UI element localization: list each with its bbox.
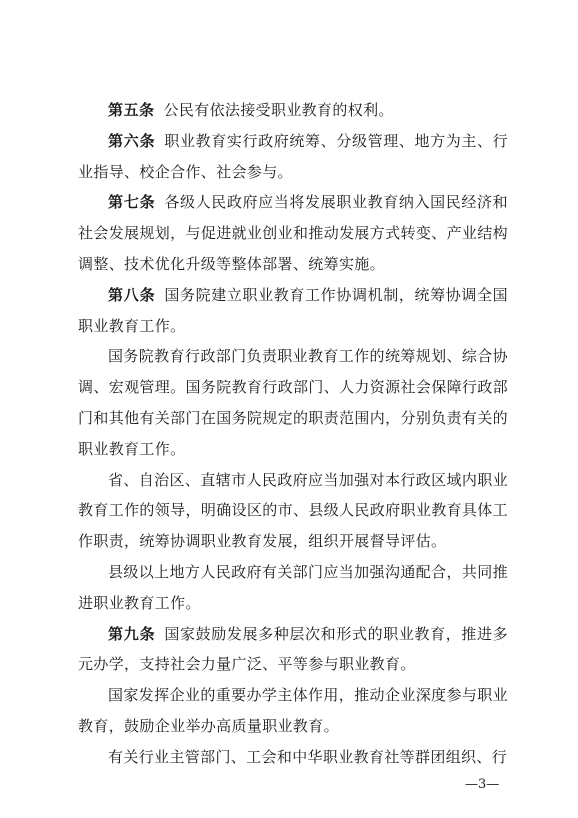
paragraph-text: 有关行业主管部门、工会和中华职业教育社等群团组织、行 [108,747,508,766]
article-label: 第六条 [108,131,156,150]
document-body [78,95,508,773]
page-number: —3— [465,777,500,792]
paragraph-article-8 [78,280,508,342]
paragraph-article-9-clause-2 [78,680,508,742]
paragraph-article-8-clause-2 [78,341,508,464]
paragraph-article-9-clause-3 [78,742,508,773]
paragraph-article-5 [78,95,508,126]
article-label: 第五条 [108,101,155,119]
paragraph-text: 省、自治区、直辖市人民政府应当加强对本行政区域内职业教育工作的领导，明确设区的市、县级人民政府职业教育具体工作职责，统筹协调职业教育发展，组织开展督导评估。 [78,470,508,551]
paragraph-text: 公民有依法接受职业教育的权利。 [163,101,394,119]
paragraph-text: 国家鼓励发展多种层次和形式的职业教育，推进多元办学，支持社会力量广泛、平等参与职业教育。 [78,624,508,674]
paragraph-article-8-clause-4 [78,557,508,619]
paragraph-article-8-clause-3 [78,465,508,557]
paragraph-text: 国家发挥企业的重要办学主体作用，推动企业深度参与职业教育，鼓励企业举办高质量职业教育。 [78,686,508,735]
paragraph-text: 职业教育实行政府统筹、分级管理、地方为主、行业指导、校企合作、社会参与。 [78,131,508,181]
paragraph-article-9 [78,619,508,681]
paragraph-text: 县级以上地方人民政府有关部门应当加强沟通配合，共同推进职业教育工作。 [78,562,508,612]
paragraph-text: 各级人民政府应当将发展职业教育纳入国民经济和社会发展规划，与促进就业创业和推动发展方式转变、产业结构调整、技术优化升级等整体部署、统筹实施。 [78,193,508,273]
paragraph-text: 国务院教育行政部门负责职业教育工作的统筹规划、综合协调、宏观管理。国务院教育行政部门、人力资源社会保障行政部门和其他有关部门在国务院规定的职责范围内，分别负责有关的职业教育工作。 [78,347,508,458]
article-label: 第七条 [108,193,156,212]
article-label: 第八条 [108,285,156,304]
paragraph-text: 国务院建立职业教育工作协调机制，统筹协调全国职业教育工作。 [78,285,508,335]
article-label: 第九条 [108,624,156,643]
paragraph-article-7 [78,187,508,279]
paragraph-article-6 [78,126,508,188]
